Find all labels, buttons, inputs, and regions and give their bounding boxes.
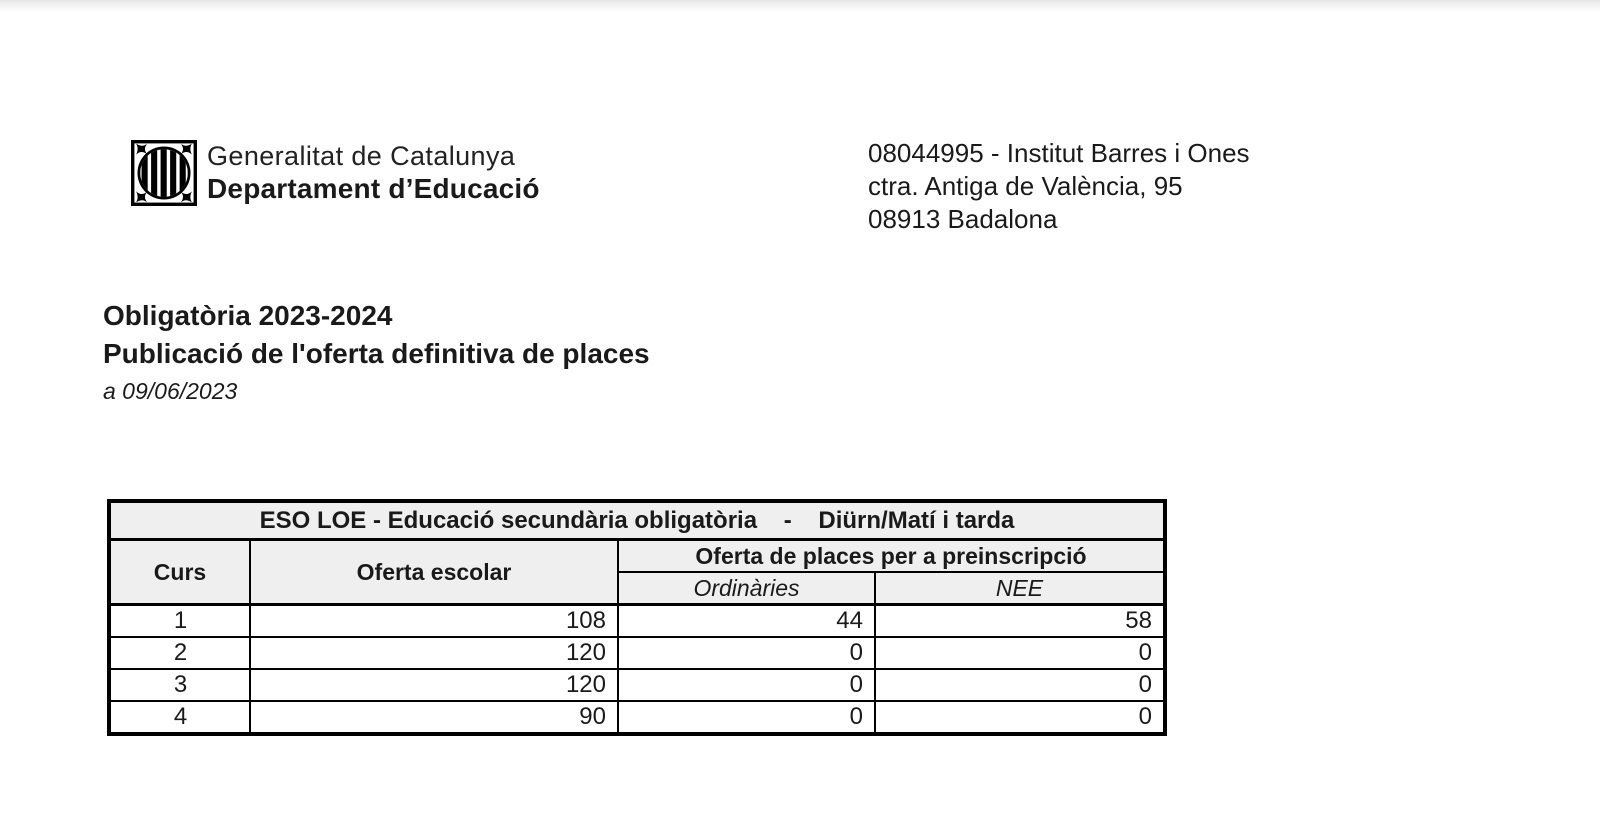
col-header-preinscripcio-group: Oferta de places per a preinscripció bbox=[618, 540, 1165, 573]
table-row bbox=[109, 605, 1165, 638]
col-header-nee: NEE bbox=[875, 572, 1165, 605]
letterhead-org bbox=[207, 143, 540, 203]
cell-curs: 1 bbox=[109, 605, 250, 638]
school-city: 08913 Badalona bbox=[868, 204, 1058, 234]
cell-oferta-escolar: 120 bbox=[250, 669, 618, 701]
cell-nee: 58 bbox=[875, 605, 1165, 638]
table-header-row-1 bbox=[109, 540, 1165, 573]
cell-ordinaries: 0 bbox=[618, 669, 875, 701]
cell-oferta-escolar: 108 bbox=[250, 605, 618, 638]
page-top-edge bbox=[0, 0, 1600, 12]
cell-nee: 0 bbox=[875, 669, 1165, 701]
table-row bbox=[109, 637, 1165, 669]
col-header-oferta-escolar: Oferta escolar bbox=[250, 540, 618, 605]
school-address-block bbox=[868, 137, 1250, 236]
cell-nee: 0 bbox=[875, 637, 1165, 669]
cell-ordinaries: 0 bbox=[618, 701, 875, 734]
school-street: ctra. Antiga de València, 95 bbox=[868, 171, 1183, 201]
title-block bbox=[103, 297, 650, 407]
table-row bbox=[109, 701, 1165, 734]
table-row bbox=[109, 669, 1165, 701]
cell-oferta-escolar: 90 bbox=[250, 701, 618, 734]
cell-nee: 0 bbox=[875, 701, 1165, 734]
generalitat-coat-of-arms-icon bbox=[130, 139, 198, 207]
org-department: Departament d’Educació bbox=[207, 173, 540, 204]
offer-table bbox=[107, 499, 1167, 736]
cell-curs: 4 bbox=[109, 701, 250, 734]
document-date: a 09/06/2023 bbox=[103, 378, 238, 404]
cell-curs: 3 bbox=[109, 669, 250, 701]
org-name: Generalitat de Catalunya bbox=[207, 141, 516, 171]
document-title-subject: Publicació de l'oferta definitiva de places bbox=[103, 338, 650, 369]
cell-oferta-escolar: 120 bbox=[250, 637, 618, 669]
col-header-ordinaries: Ordinàries bbox=[618, 572, 875, 605]
school-code-name: 08044995 - Institut Barres i Ones bbox=[868, 138, 1250, 168]
cell-ordinaries: 0 bbox=[618, 637, 875, 669]
table-title: ESO LOE - Educació secundària obligatòria - Diürn/Matí i tarda bbox=[109, 501, 1165, 540]
cell-ordinaries: 44 bbox=[618, 605, 875, 638]
table-title-row bbox=[109, 501, 1165, 540]
col-header-curs: Curs bbox=[109, 540, 250, 605]
cell-curs: 2 bbox=[109, 637, 250, 669]
document-title-year: Obligatòria 2023-2024 bbox=[103, 300, 393, 331]
